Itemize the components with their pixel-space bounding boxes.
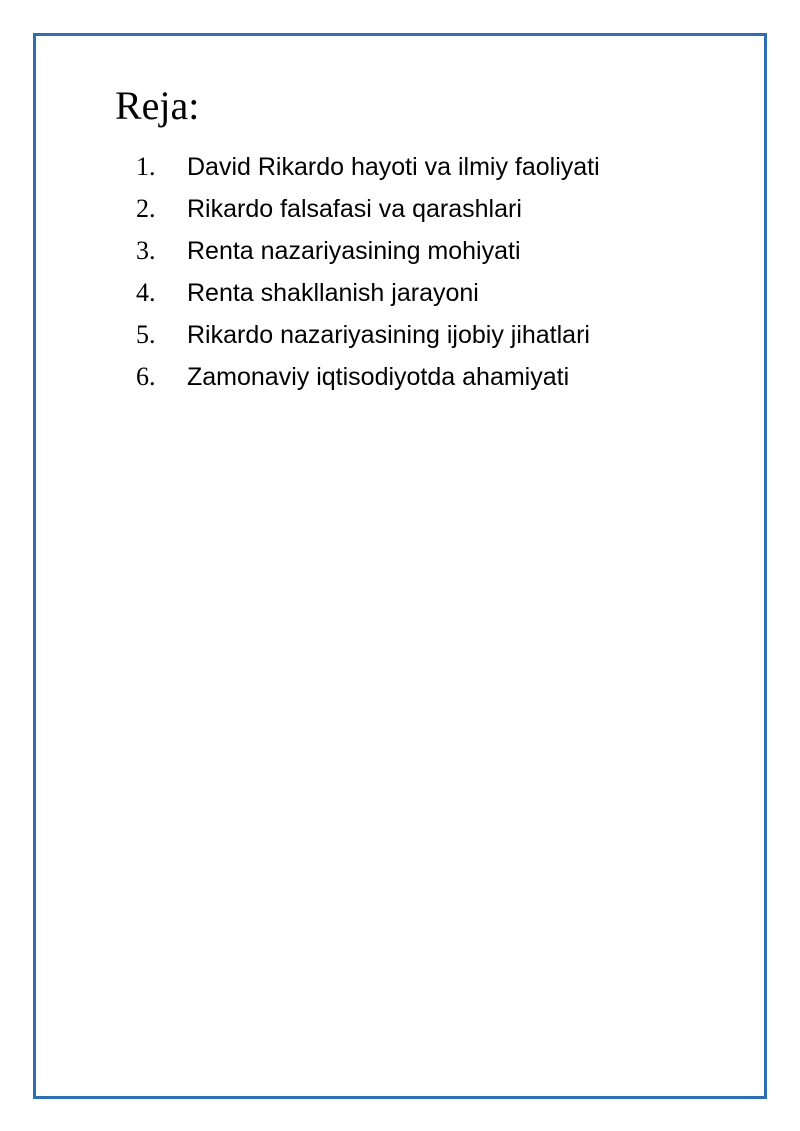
list-item	[136, 188, 600, 230]
list-item-text: Zamonaviy iqtisodiyotda ahamiyati	[187, 362, 570, 391]
list-item-text: Renta nazariyasining mohiyati	[187, 236, 521, 265]
list-item-text: Renta shakllanish jarayoni	[187, 278, 479, 307]
list-item	[136, 146, 600, 188]
list-item	[136, 230, 600, 272]
list-item-text: David Rikardo hayoti va ilmiy faoliyati	[187, 152, 600, 181]
list-item-number: 6.	[136, 362, 156, 391]
list-item-number: 5.	[136, 320, 156, 349]
list-item-text: Rikardo nazariyasining ijobiy jihatlari	[187, 320, 590, 349]
list-item	[136, 314, 600, 356]
list-item-number: 2.	[136, 194, 156, 223]
list-item	[136, 356, 600, 398]
list-item-text: Rikardo falsafasi va qarashlari	[187, 194, 522, 223]
list-item-number: 4.	[136, 278, 156, 307]
plan-list	[136, 146, 600, 398]
list-item-number: 1.	[136, 152, 156, 181]
list-item-number: 3.	[136, 236, 156, 265]
list-item	[136, 272, 600, 314]
page-title: Reja:	[115, 83, 200, 128]
